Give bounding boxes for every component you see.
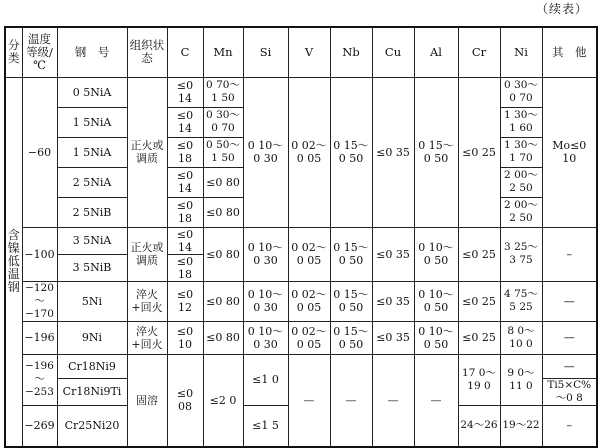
g1-structure: 正火或调质 — [127, 77, 167, 227]
g2-si: 0 10～0 30 — [243, 227, 288, 281]
g5-al: — — [414, 354, 458, 447]
g1-temp: −60 — [22, 77, 57, 227]
g4-v: 0 02～0 05 — [288, 321, 330, 354]
g3-cr: ≤0 25 — [458, 281, 500, 321]
g4-c: ≤0 10 — [167, 321, 203, 354]
g1-grade-2: 1 5NiA — [57, 137, 127, 167]
g5-other-2: – — [542, 405, 597, 447]
g2-cr: ≤0 25 — [458, 227, 500, 281]
g1-ni-0: 0 30～0 70 — [500, 77, 542, 107]
g4-si: 0 10～0 30 — [243, 321, 288, 354]
g5-si-0: ≤1 0 — [243, 354, 288, 405]
g5-ni-0: 9 0～11 0 — [500, 354, 542, 405]
g5-grade-1: Cr18Ni9Ti — [57, 378, 127, 405]
g2-other: – — [542, 227, 597, 281]
g1-cr: ≤0 25 — [458, 77, 500, 227]
g3-structure: 淬火+回火 — [127, 281, 167, 321]
g2-ni: 3 25～3 75 — [500, 227, 542, 281]
header-structure: 组织状态 — [127, 27, 167, 77]
g1-ni-1: 1 30～1 60 — [500, 107, 542, 137]
g5-cu: — — [372, 354, 414, 447]
g1-other: Mo≤0 10 — [542, 77, 597, 227]
g5-grade-2: Cr25Ni20 — [57, 405, 127, 447]
g3-si: 0 10～0 30 — [243, 281, 288, 321]
g3-cu: ≤0 35 — [372, 281, 414, 321]
g5-v: — — [288, 354, 330, 447]
g1-grade-0: 0 5NiA — [57, 77, 127, 107]
g1-v: 0 02～0 05 — [288, 77, 330, 227]
g1-c-4: ≤0 18 — [167, 197, 203, 227]
g1-grade-1: 1 5NiA — [57, 107, 127, 137]
g2-grade-1: 3 5NiB — [57, 254, 127, 281]
g1-mn-3: ≤0 80 — [203, 167, 243, 197]
g4-structure: 淬火+回火 — [127, 321, 167, 354]
g2-c-1: ≤0 18 — [167, 254, 203, 281]
header-c: C — [167, 27, 203, 77]
g3-nb: 0 15～0 50 — [330, 281, 372, 321]
g1-al: 0 15～0 50 — [414, 77, 458, 227]
g3-c: ≤0 12 — [167, 281, 203, 321]
table-caption: （续表） — [535, 2, 588, 16]
g5-grade-0: Cr18Ni9 — [57, 354, 127, 378]
g1-mn-2: 0 50～1 50 — [203, 137, 243, 167]
g4-cr: ≤0 25 — [458, 321, 500, 354]
g5-other-1: Ti5×C%～0 8 — [542, 378, 597, 405]
table-row — [5, 281, 597, 321]
g2-cu: ≤0 35 — [372, 227, 414, 281]
header-mn: Mn — [203, 27, 243, 77]
alloy-composition-table — [4, 26, 598, 448]
header-steel-no: 钢 号 — [57, 27, 127, 77]
g3-al: 0 10～0 50 — [414, 281, 458, 321]
header-ni: Ni — [500, 27, 542, 77]
g4-cu: ≤0 35 — [372, 321, 414, 354]
g2-temp: −100 — [22, 227, 57, 281]
g1-ni-4: 2 00～2 50 — [500, 197, 542, 227]
g2-grade-0: 3 5NiA — [57, 227, 127, 254]
g3-v: 0 02～0 05 — [288, 281, 330, 321]
g4-temp: −196 — [22, 321, 57, 354]
g1-c-1: ≤0 14 — [167, 107, 203, 137]
g1-si: 0 10～0 30 — [243, 77, 288, 227]
g4-ni: 8 0～10 0 — [500, 321, 542, 354]
table-row — [5, 354, 597, 378]
g1-grade-4: 2 5NiB — [57, 197, 127, 227]
table-row — [5, 77, 597, 107]
header-temp: 温度等级/℃ — [22, 27, 57, 77]
g2-v: 0 02～0 05 — [288, 227, 330, 281]
header-cr: Cr — [458, 27, 500, 77]
g3-ni: 4 75～5 25 — [500, 281, 542, 321]
g1-c-0: ≤0 14 — [167, 77, 203, 107]
table-row — [5, 321, 597, 354]
g5-nb: — — [330, 354, 372, 447]
header-other: 其 他 — [542, 27, 597, 77]
g1-nb: 0 15～0 50 — [330, 77, 372, 227]
g1-c-2: ≤0 18 — [167, 137, 203, 167]
g1-ni-3: 2 00～2 50 — [500, 167, 542, 197]
g4-nb: 0 15～0 50 — [330, 321, 372, 354]
g5-other-0: — — [542, 354, 597, 378]
g3-grade: 5Ni — [57, 281, 127, 321]
g5-cr-2: 24～26 — [458, 405, 500, 447]
g2-al: 0 10～0 50 — [414, 227, 458, 281]
g3-temp: −120～−170 — [22, 281, 57, 321]
g3-mn: ≤0 80 — [203, 281, 243, 321]
g5-temp-a: −196～−253 — [22, 354, 57, 405]
g2-mn: ≤0 80 — [203, 227, 243, 281]
g5-structure: 固溶 — [127, 354, 167, 447]
g1-mn-4: ≤0 80 — [203, 197, 243, 227]
g1-mn-1: 0 30～0 70 — [203, 107, 243, 137]
header-nb: Nb — [330, 27, 372, 77]
g1-ni-2: 1 30～1 70 — [500, 137, 542, 167]
g2-c-0: ≤0 14 — [167, 227, 203, 254]
g5-ni-2: 19～22 — [500, 405, 542, 447]
header-row — [5, 27, 597, 77]
header-category: 分类 — [5, 27, 22, 77]
g2-nb: 0 15～0 50 — [330, 227, 372, 281]
g1-mn-0: 0 70～1 50 — [203, 77, 243, 107]
g4-mn: ≤0 80 — [203, 321, 243, 354]
g4-other: — — [542, 321, 597, 354]
g3-other: — — [542, 281, 597, 321]
header-v: V — [288, 27, 330, 77]
g5-c: ≤0 08 — [167, 354, 203, 447]
g4-grade: 9Ni — [57, 321, 127, 354]
g5-cr-0: 17 0～19 0 — [458, 354, 500, 405]
g2-structure: 正火或调质 — [127, 227, 167, 281]
g4-al: 0 10～0 50 — [414, 321, 458, 354]
g1-c-3: ≤0 14 — [167, 167, 203, 197]
g5-mn: ≤2 0 — [203, 354, 243, 447]
header-cu: Cu — [372, 27, 414, 77]
g1-cu: ≤0 35 — [372, 77, 414, 227]
header-si: Si — [243, 27, 288, 77]
g5-temp-b: −269 — [22, 405, 57, 447]
header-al: Al — [414, 27, 458, 77]
g1-grade-3: 2 5NiA — [57, 167, 127, 197]
table-row — [5, 227, 597, 254]
g5-si-2: ≤1 5 — [243, 405, 288, 447]
category-cell: 含 镍 低 温 钢 — [5, 77, 22, 447]
